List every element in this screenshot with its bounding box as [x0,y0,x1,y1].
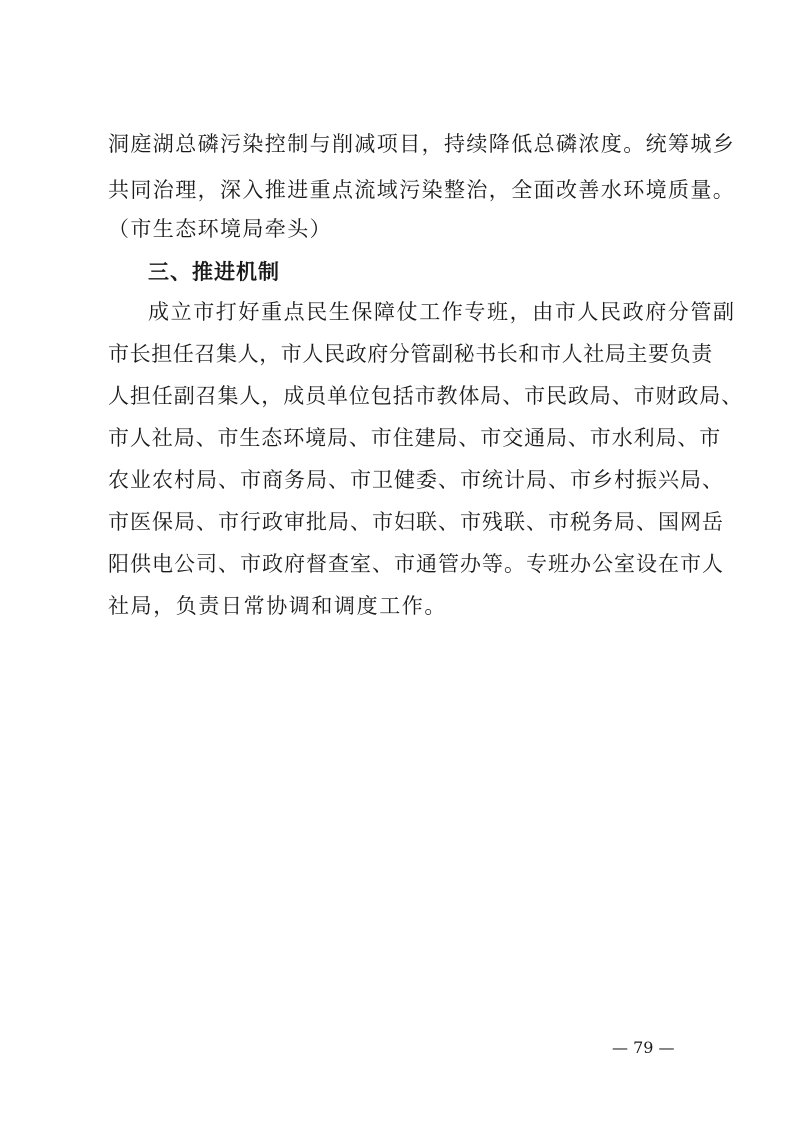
section-heading: 三、推进机制 [148,259,280,284]
lead-agency-note: （市生态环境局牵头） [108,217,332,241]
page-number: — 79 — [612,1038,675,1057]
paragraph-line: 市人社局、市生态环境局、市住建局、市交通局、市水利局、市 [108,426,722,450]
body-text-line: 共同治理，深入推进重点流域污染整治，全面改善水环境质量。 [108,178,736,202]
paragraph-line: 阳供电公司、市政府督查室、市通管办等。专班办公室设在市人 [108,552,724,576]
paragraph-line: 成立市打好重点民生保障仗工作专班，由市人民政府分管副 [148,300,736,324]
paragraph-line: 市医保局、市行政审批局、市妇联、市残联、市税务局、国网岳 [108,510,724,534]
paragraph-line: 人担任副召集人，成员单位包括市教体局、市民政局、市财政局、 [108,384,744,408]
paragraph-line: 市长担任召集人，市人民政府分管副秘书长和市人社局主要负责 [108,342,713,366]
paragraph-line: 农业农村局、市商务局、市卫健委、市统计局、市乡村振兴局、 [108,468,724,492]
paragraph-line: 社局，负责日常协调和调度工作。 [108,594,447,618]
body-text-line: 洞庭湖总磷污染控制与削减项目，持续降低总磷浓度。统筹城乡 [108,132,736,156]
